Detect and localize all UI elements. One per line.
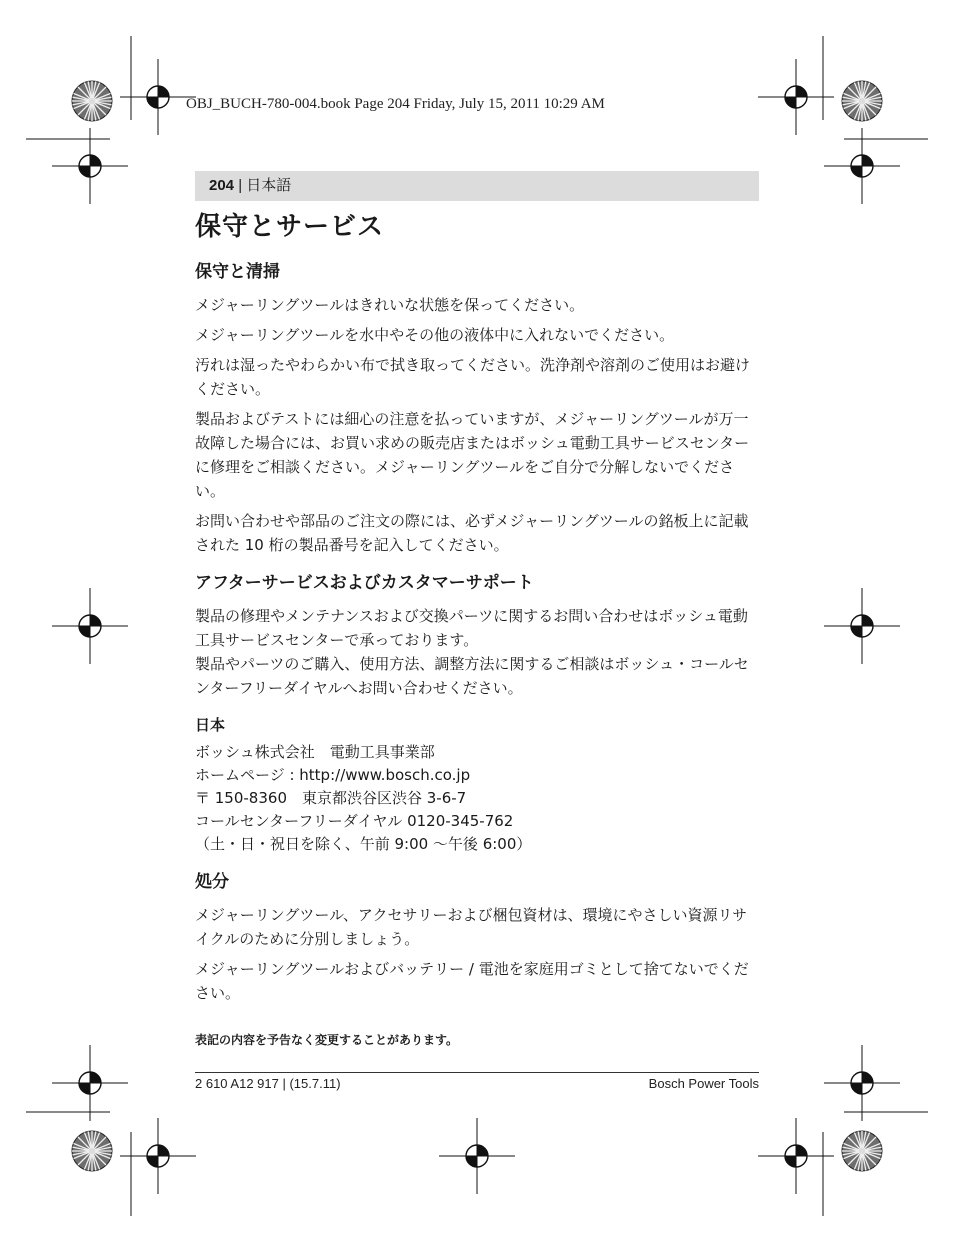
japan-heading: 日本 — [195, 716, 226, 734]
page-header — [195, 171, 759, 201]
postal-address: 〒 150-8360 東京都渋谷区渋谷 3-6-7 — [195, 789, 467, 807]
maintenance-paragraph: メジャーリングツールを水中やその他の液体中に入れないでください。 — [195, 326, 675, 344]
maintenance-paragraph: 製品およびテストには細心の注意を払っていますが、メジャーリングツールが万一故障した場合には、お買い求めの販売店またはボッシュ電動工具サービスセンターに修理をご相談ください。メジャーリングツールをご自分で分解しないでください。 — [195, 410, 750, 500]
page-number: 204 — [209, 177, 235, 194]
after-sales-paragraph: 製品の修理やメンテナンスおよび交換パーツに関するお問い合わせはボッシュ電動工具サービスセンターで承っております。 — [195, 607, 748, 649]
disposal-paragraph: メジャーリングツールおよびバッテリー / 電池を家庭用ゴミとして捨てないでください。 — [195, 960, 749, 1002]
section-title: 保守とサービス — [195, 212, 385, 242]
company-name: ボッシュ株式会社 電動工具事業部 — [195, 743, 435, 761]
header-separator: | — [234, 177, 247, 194]
footer-brand: Bosch Power Tools — [648, 1076, 759, 1091]
maintenance-heading: 保守と清掃 — [195, 262, 280, 282]
book-info-line: OBJ_BUCH-780-004.book Page 204 Friday, July 15, 2011 10:29 AM — [186, 96, 605, 112]
footer-rule — [195, 1072, 759, 1073]
homepage-line: ホームページ : http://www.bosch.co.jp — [195, 766, 471, 784]
footer-part-number: 2 610 A12 917 | (15.7.11) — [195, 1076, 341, 1091]
disposal-heading: 処分 — [195, 872, 229, 892]
maintenance-paragraph: 汚れは湿ったやわらかい布で拭き取ってください。洗浄剤や溶剤のご使用はお避けください。 — [195, 356, 751, 398]
page-content — [195, 208, 759, 1049]
business-hours: （土・日・祝日を除く、午前 9:00 〜午後 6:00） — [195, 835, 532, 853]
change-notice: 表記の内容を予告なく変更することがあります。 — [195, 1033, 459, 1047]
after-sales-heading: アフターサービスおよびカスタマーサポート — [195, 573, 534, 593]
maintenance-paragraph: メジャーリングツールはきれいな状態を保ってください。 — [195, 296, 585, 314]
call-center-line: コールセンターフリーダイヤル 0120-345-762 — [195, 812, 514, 830]
disposal-paragraph: メジャーリングツール、アクセサリーおよび梱包資材は、環境にやさしい資源リサイクルのために分別しましょう。 — [195, 906, 748, 948]
header-language: 日本語 — [246, 177, 292, 194]
maintenance-paragraph: お問い合わせや部品のご注文の際には、必ずメジャーリングツールの銘板上に記載された 10 桁の製品番号を記入してください。 — [195, 512, 749, 554]
after-sales-paragraph: 製品やパーツのご購入、使用方法、調整方法に関するご相談はボッシュ・コールセンターフリーダイヤルへお問い合わせください。 — [195, 655, 749, 697]
